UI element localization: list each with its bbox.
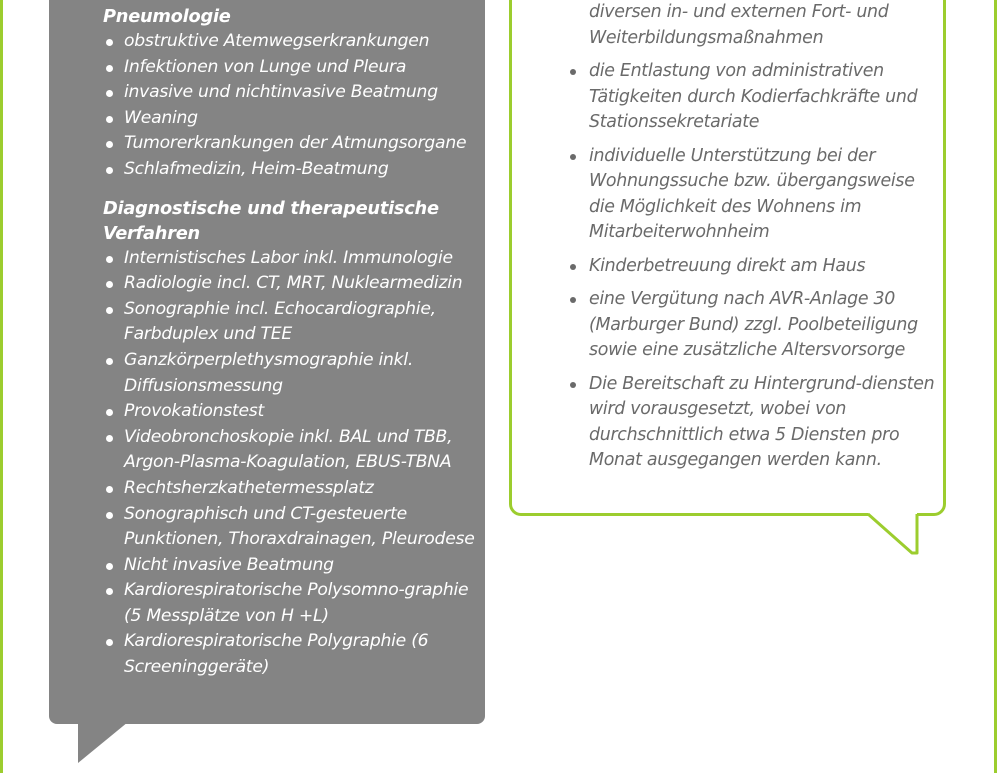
list-item: invasive und nichtinvasive Beatmung [103, 80, 483, 106]
list-item: Videobronchoskopie inkl. BAL und TBB, Argon-Plasma-Koagulation, EBUS-TBNA [103, 425, 483, 476]
list-item-continued: diversen in- und externen Fort- und Weiterbildungsmaßnahmen [589, 2, 889, 48]
section-title-line: Verfahren [103, 222, 200, 244]
list-item: eine Vergütung nach AVR-Anlage 30 (Marburger Bund) zzgl. Poolbeteiligung sowie eine zusätzliche Altersvorsorge [568, 287, 938, 364]
list-item: Weaning [103, 106, 483, 132]
list-item: Rechtsherzkathetermessplatz [103, 476, 483, 502]
list-item: Die Bereitschaft zu Hintergrund-diensten wird vorausgesetzt, wobei von durchschnittlich etwa 5 Diensten pro Monat ausgegangen werden kann. [568, 372, 938, 474]
list-item: obstruktive Atemwegserkrankungen [103, 29, 483, 55]
list-item: Tumorerkrankungen der Atmungsorgane [103, 131, 483, 157]
diagnostik-list [103, 246, 483, 681]
list-item: Radiologie incl. CT, MRT, Nuklearmedizin [103, 271, 483, 297]
list-item: Sonographisch und CT-gesteuerte Punktionen, Thoraxdrainagen, Pleurodese [103, 502, 483, 553]
list-item: Infektionen von Lunge und Pleura [103, 55, 483, 81]
list-item: Kardiorespiratorische Polysomno-graphie (5 Messplätze von H +L) [103, 578, 483, 629]
pneumologie-list [103, 29, 483, 183]
benefits-list [568, 0, 938, 474]
grey-bubble-content [103, 4, 483, 681]
section-title-diagnostik [103, 196, 483, 246]
green-bubble-content [568, 0, 938, 482]
list-item: die Entlastung von administrativen Tätigkeiten durch Kodierfachkräfte und Stationssekretariate [568, 59, 938, 136]
list-item: Kinderbetreuung direkt am Haus [568, 254, 938, 280]
list-item: Kardiorespiratorische Polygraphie (6 Screeninggeräte) [103, 629, 483, 680]
section-title-line: Diagnostische und therapeutische [103, 197, 439, 219]
list-item: Ganzkörperplethysmographie inkl. Diffusionsmessung [103, 348, 483, 399]
section-title-pneumologie: Pneumologie [103, 6, 231, 27]
list-item: Schlafmedizin, Heim-Beatmung [103, 157, 483, 183]
list-item: Internistisches Labor inkl. Immunologie [103, 246, 483, 272]
list-item: Sonographie incl. Echocardiographie, Farbduplex und TEE [103, 297, 483, 348]
list-item: Provokationstest [103, 399, 483, 425]
frame-border-left [0, 0, 3, 773]
list-item: Nicht invasive Beatmung [103, 553, 483, 579]
list-item: individuelle Unterstützung bei der Wohnungssuche bzw. übergangsweise die Möglichkeit des Wohnens im Mitarbeiterwohnheim [568, 144, 938, 246]
